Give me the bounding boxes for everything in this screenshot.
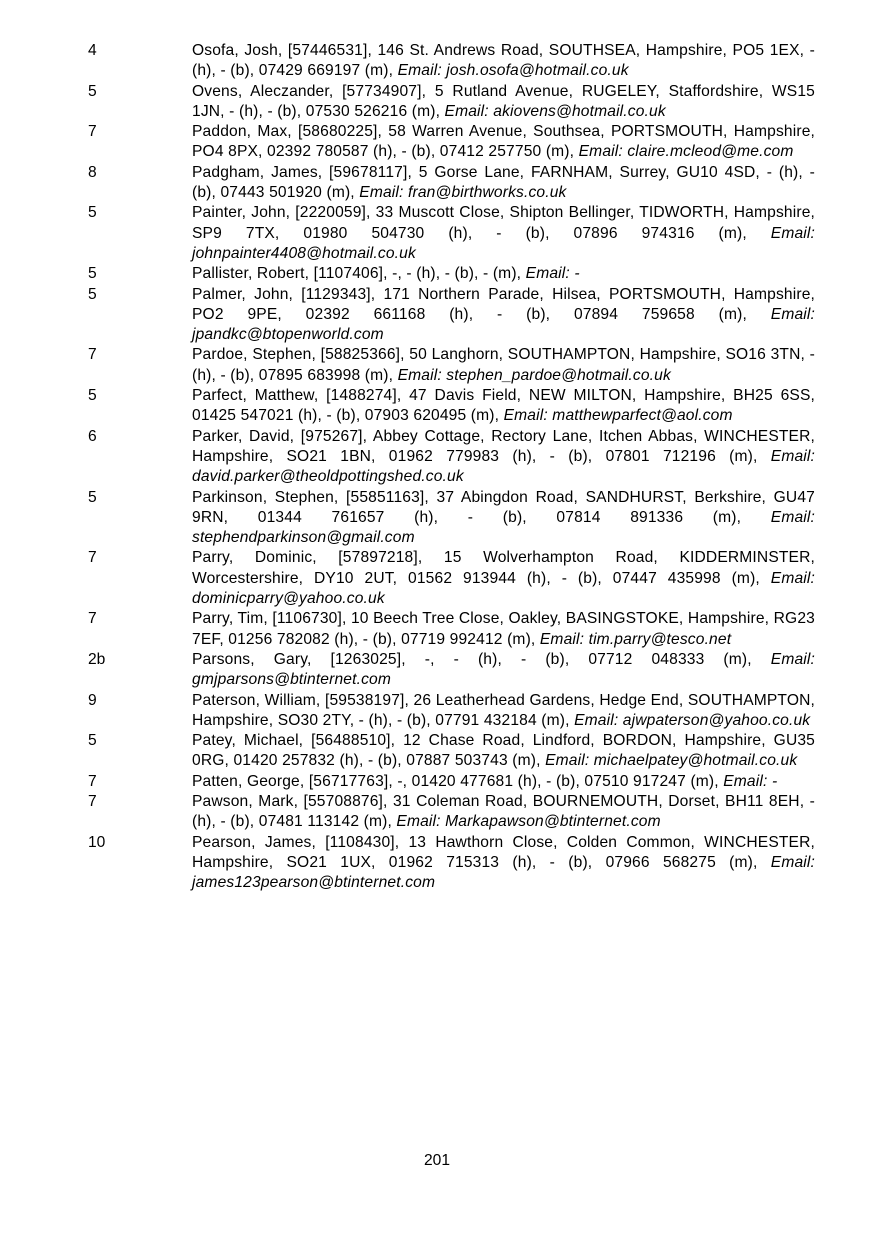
- entry-grade: 5: [88, 204, 97, 222]
- entry-email: Email: josh.osofa@hotmail.co.uk: [397, 62, 629, 80]
- entry-details: Pardoe, Stephen, [58825366], 50 Langhorn, SOUTHAMPTON, Hampshire, SO16 3TN, - (h), - (b), 07895 683998 (m),: [192, 346, 815, 384]
- entry-text: [192, 833, 815, 894]
- entry-text: [192, 345, 815, 386]
- entry-grade: 5: [88, 82, 97, 100]
- entry: [88, 386, 815, 427]
- entry-grade: 5: [88, 488, 97, 506]
- entry-email: Email: stephen_pardoe@hotmail.co.uk: [397, 366, 671, 384]
- entry: [88, 609, 815, 650]
- entry: [88, 264, 815, 284]
- entry-email: Email: johnpainter4408@hotmail.co.uk: [192, 224, 815, 262]
- entry-email: Email: Markapawson@btinternet.com: [396, 813, 661, 831]
- entry-text: [192, 41, 815, 82]
- entry-text: [192, 650, 815, 691]
- entry-email: Email: james123pearson@btinternet.com: [192, 853, 815, 892]
- entry-text: [192, 548, 815, 609]
- entry-text: [192, 122, 815, 163]
- entry-details: Parker, David, [975267], Abbey Cottage, Rectory Lane, Itchen Abbas, WINCHESTER, Hampshire, SO21 1BN, 01962 779983 (h), - (b), 07801 712196 (m),: [192, 427, 815, 465]
- entry: [88, 345, 815, 386]
- entry-grade: 8: [88, 163, 97, 181]
- entry: [88, 122, 815, 163]
- entry: [88, 650, 815, 691]
- entry-grade: 9: [88, 691, 97, 709]
- entry-text: [192, 691, 815, 732]
- entry-text: [192, 792, 815, 833]
- entry-email: Email: stephendparkinson@gmail.com: [192, 508, 815, 547]
- entry-text: [192, 203, 815, 264]
- entry-email: Email: -: [723, 772, 778, 790]
- entry-text: [192, 488, 815, 549]
- entry: [88, 427, 815, 488]
- entry-details: Painter, John, [2220059], 33 Muscott Close, Shipton Bellinger, TIDWORTH, Hampshire, SP9 7TX, 01980 504730 (h), - (b), 07896 974316 (m),: [192, 204, 815, 242]
- entry: [88, 41, 815, 82]
- entry-details: Patten, George, [56717763], -, 01420 477681 (h), - (b), 07510 917247 (m),: [192, 772, 724, 790]
- entry-email: Email: matthewparfect@aol.com: [503, 407, 733, 425]
- entry-text: [192, 264, 815, 284]
- entry-grade: 7: [88, 346, 97, 364]
- entry: [88, 772, 815, 792]
- entry-text: [192, 609, 815, 650]
- entry: [88, 285, 815, 346]
- entry-grade: 7: [88, 610, 97, 628]
- entry-email: Email: gmjparsons@btinternet.com: [192, 650, 815, 689]
- entry: [88, 833, 815, 894]
- entry-grade: 7: [88, 792, 97, 810]
- entry-text: [192, 285, 815, 346]
- entry-email: Email: dominicparry@yahoo.co.uk: [192, 569, 815, 608]
- entry-details: Parfect, Matthew, [1488274], 47 Davis Field, NEW MILTON, Hampshire, BH25 6SS, 01425 547021 (h), - (b), 07903 620495 (m),: [192, 387, 815, 425]
- entry-email: Email: akiovens@hotmail.co.uk: [444, 102, 666, 120]
- entry-details: Patey, Michael, [56488510], 12 Chase Road, Lindford, BORDON, Hampshire, GU35 0RG, 01420 257832 (h), - (b), 07887 503743 (m),: [192, 732, 815, 770]
- entry-grade: 7: [88, 549, 97, 567]
- entry-details: Osofa, Josh, [57446531], 146 St. Andrews Road, SOUTHSEA, Hampshire, PO5 1EX, - (h), - (b), 07429 669197 (m),: [192, 42, 815, 80]
- entry-text: [192, 163, 815, 204]
- entry-text: [192, 427, 815, 488]
- entry: [88, 691, 815, 732]
- entry-grade: 7: [88, 772, 97, 790]
- entry: [88, 488, 815, 549]
- entry: [88, 163, 815, 204]
- entry-grade: 4: [88, 42, 97, 59]
- entry-details: Pearson, James, [1108430], 13 Hawthorn Close, Colden Common, WINCHESTER, Hampshire, SO21 1UX, 01962 715313 (h), - (b), 07966 568275 (m),: [192, 833, 815, 871]
- entry-details: Parkinson, Stephen, [55851163], 37 Abingdon Road, SANDHURST, Berkshire, GU47 9RN, 01344 761657 (h), - (b), 07814 891336 (m),: [192, 488, 815, 526]
- page-number: 201: [423, 1152, 451, 1169]
- entry-grade: 5: [88, 265, 97, 283]
- entry-grade: 7: [88, 123, 97, 141]
- entry: [88, 792, 815, 833]
- entry-details: Pawson, Mark, [55708876], 31 Coleman Road, BOURNEMOUTH, Dorset, BH11 8EH, - (h), - (b), 07481 113142 (m),: [192, 792, 815, 831]
- entry-email: Email: -: [525, 265, 580, 283]
- entries-list: [88, 41, 815, 893]
- entry-email: Email: michaelpatey@hotmail.co.uk: [545, 752, 798, 770]
- entry-details: Padgham, James, [59678117], 5 Gorse Lane, FARNHAM, Surrey, GU10 4SD, - (h), - (b), 07443 501920 (m),: [192, 163, 815, 202]
- entry-text: [192, 731, 815, 772]
- entry: [88, 82, 815, 123]
- entry-grade: 2b: [88, 650, 106, 668]
- entry-email: Email: jpandkc@btopenworld.com: [192, 305, 815, 344]
- entry-email: Email: fran@birthworks.co.uk: [359, 184, 567, 202]
- entry-email: Email: claire.mcleod@me.com: [578, 143, 794, 161]
- entry: [88, 731, 815, 772]
- entry-details: Palmer, John, [1129343], 171 Northern Parade, Hilsea, PORTSMOUTH, Hampshire, PO2 9PE, 02392 661168 (h), - (b), 07894 759658 (m),: [192, 285, 815, 323]
- entry-email: Email: ajwpaterson@yahoo.co.uk: [574, 711, 811, 729]
- entry-text: [192, 772, 815, 792]
- entry-email: Email: tim.parry@tesco.net: [539, 630, 732, 648]
- entry-text: [192, 386, 815, 427]
- entry-details: Ovens, Aleczander, [57734907], 5 Rutland Avenue, RUGELEY, Staffordshire, WS15 1JN, - (h), - (b), 07530 526216 (m),: [192, 82, 815, 120]
- entry-grade: 6: [88, 427, 97, 445]
- entry-grade: 5: [88, 285, 97, 303]
- entry-details: Parry, Dominic, [57897218], 15 Wolverhampton Road, KIDDERMINSTER, Worcestershire, DY10 2UT, 01562 913944 (h), - (b), 07447 435998 (m),: [192, 549, 815, 587]
- entry-details: Paterson, William, [59538197], 26 Leatherhead Gardens, Hedge End, SOUTHAMPTON, Hampshire, SO30 2TY, - (h), - (b), 07791 432184 (m),: [192, 691, 815, 729]
- entry-text: [192, 82, 815, 123]
- entry: [88, 203, 815, 264]
- entry: [88, 548, 815, 609]
- entry-details: Paddon, Max, [58680225], 58 Warren Avenue, Southsea, PORTSMOUTH, Hampshire, PO4 8PX, 02392 780587 (h), - (b), 07412 257750 (m),: [192, 123, 815, 161]
- entry-email: Email: david.parker@theoldpottingshed.co.uk: [192, 447, 815, 486]
- entry-details: Parsons, Gary, [1263025], -, - (h), - (b), 07712 048333 (m),: [192, 650, 771, 668]
- entry-grade: 5: [88, 387, 97, 405]
- entry-grade: 10: [88, 833, 106, 851]
- entry-details: Parry, Tim, [1106730], 10 Beech Tree Close, Oakley, BASINGSTOKE, Hampshire, RG23 7EF, 01256 782082 (h), - (b), 07719 992412 (m),: [192, 610, 815, 648]
- entry-details: Pallister, Robert, [1107406], -, - (h), - (b), - (m),: [192, 265, 526, 283]
- entry-grade: 5: [88, 732, 97, 750]
